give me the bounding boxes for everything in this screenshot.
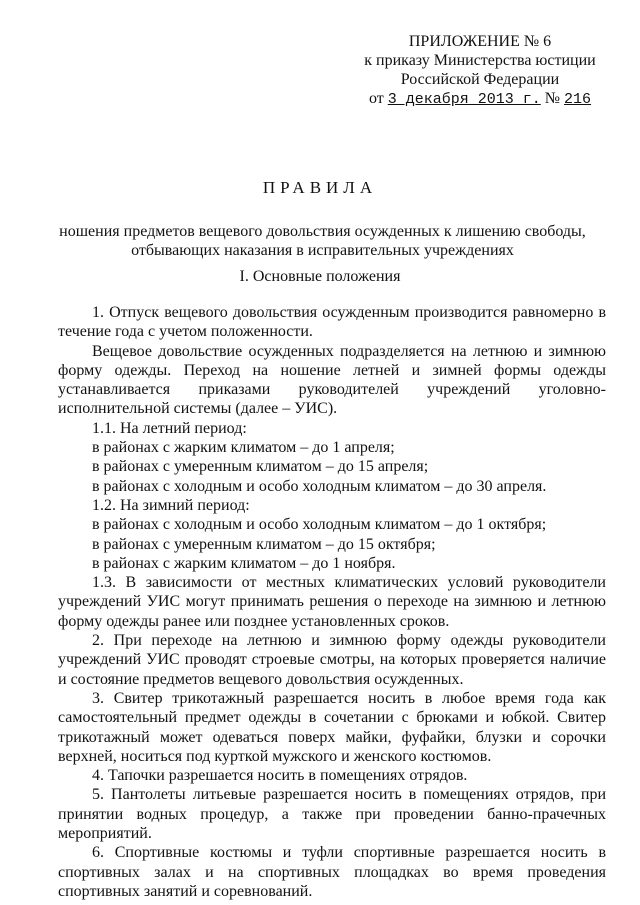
appendix-date-line xyxy=(340,89,620,109)
from-label: от xyxy=(368,90,384,107)
paragraph: в районах с умеренным климатом – до 15 октября; xyxy=(92,535,436,553)
document-subtitle: ношения предметов вещевого довольствия осужденных к лишению свободы, отбывающих наказания в исправительных учреждениях xyxy=(59,223,586,259)
paragraph: в районах с умеренным климатом – до 15 апреля; xyxy=(92,458,429,476)
paragraph: 6. Спортивные костюмы и туфли спортивные разрешается носить в спортивных залах и на спортивных площадках во время проведения спортивных занятий и соревнований. xyxy=(58,844,606,900)
paragraph: 1.2. На зимний период: xyxy=(92,496,250,514)
paragraph: в районах с жарким климатом – до 1 ноября. xyxy=(92,554,396,572)
order-number: 216 xyxy=(564,91,592,108)
paragraph: в районах с жарким климатом – до 1 апреля; xyxy=(92,439,395,457)
paragraph: 3. Свитер трикотажный разрешается носить в любое время года как самостоятельный предмет одежды в сочетании с брюками и юбкой. Свитер трикотажный может одеваться поверх майки, фуфайки, блузки и сорочки верхней, носиться под курткой мужского и женского костюмов. xyxy=(58,689,606,765)
number-label: № xyxy=(544,90,561,107)
paragraph: 2. При переходе на летнюю и зимнюю форму одежды руководители учреждений УИС проводят строевые смотры, на которых проверяется наличие и состояние предметов вещевого довольствия осужденных. xyxy=(58,632,606,688)
document-title: ПРАВИЛА xyxy=(262,178,378,197)
paragraph: Вещевое довольствие осужденных подразделяется на летнюю и зимнюю форму одежды. Переход на ношение летней и зимней формы одежды устанавливается приказами руководителей учреждений уголовно-исполнительной системы (далее – УИС). xyxy=(58,342,606,418)
document-body xyxy=(58,303,606,901)
appendix-order-line: к приказу Министерства юстиции xyxy=(364,52,596,69)
paragraph: в районах с холодным и особо холодным климатом – до 30 апреля. xyxy=(92,477,547,495)
order-date: 3 декабря 2013 г. xyxy=(387,91,541,108)
paragraph: 4. Тапочки разрешается носить в помещениях отрядов. xyxy=(92,767,468,785)
section-heading: I. Основные положения xyxy=(239,268,401,285)
appendix-title: ПРИЛОЖЕНИЕ № 6 xyxy=(408,33,552,50)
paragraph: 1. Отпуск вещевого довольствия осужденным производится равномерно в течение года с учетом положенности. xyxy=(58,304,606,341)
paragraph: 5. Пантолеты литьевые разрешается носить в помещениях отрядов, при принятии водных процедур, а также при проведении банно-прачечных мероприятий. xyxy=(58,786,606,843)
paragraph: 1.1. На летний период: xyxy=(92,419,247,437)
appendix-federation-line: Российской Федерации xyxy=(400,71,560,88)
appendix-block xyxy=(340,32,620,109)
paragraph: 1.3. В зависимости от местных климатических условий руководители учреждений УИС могут принимать решения о переходе на зимнюю и летнюю форму одежды ранее или позднее установленных сроков. xyxy=(58,574,606,630)
paragraph: в районах с холодным и особо холодным климатом – до 1 октября; xyxy=(92,516,547,534)
